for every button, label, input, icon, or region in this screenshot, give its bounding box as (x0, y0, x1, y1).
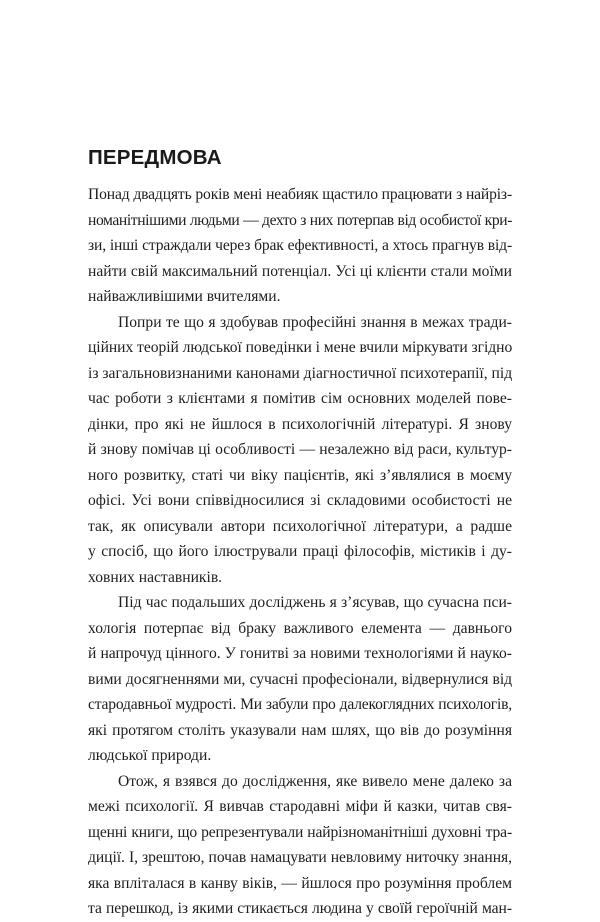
chapter-heading: ПЕРЕДМОВА (88, 146, 222, 169)
text-line: офісі. Усі вони співвідносилися зі складовими особистості не (88, 492, 512, 509)
text-line: найважливішими вчителями. (88, 288, 281, 305)
text-line: та перешкод, із якими стикається людина у своїй героїчній ман- (88, 900, 512, 917)
text-line: ційних теорій людської поведінки і мене вчили міркувати згідно (88, 339, 513, 356)
text-line: дінки, про які не йшлося в психологічній літературі. Я знову (88, 415, 512, 433)
text-line: щенні книги, що репрезентували найрізноманітніші духовні тра- (88, 823, 512, 841)
text-line: Під час подальших досліджень я з’ясував, що сучасна пси- (118, 594, 512, 611)
text-line: й напрочуд цінного. У гонитві за новими технологіями й науко- (88, 645, 512, 662)
text-line: диції. І, зрештою, почав намацувати невловиму ниточку знання, (88, 849, 512, 866)
text-line: ного розвитку, статі чи віку пацієнтів, які з’являлися в моєму (88, 466, 512, 484)
paragraph-1 (88, 182, 512, 310)
text-line: яка впліталася в канву віків, — йшлося про розуміння проблем (88, 874, 512, 892)
text-line: Отож, я взявся до дослідження, яке вивело мене далеко за (118, 772, 512, 790)
text-line: які протягом століть указували нам шлях, що вів до розуміння (88, 721, 512, 739)
paragraph-3 (88, 590, 512, 769)
text-line: ховних наставників. (88, 568, 223, 586)
text-line: зи, інші страждали через брак ефективності, а хтось прагнув від- (88, 237, 512, 254)
text-line: вими досягненнями ми, сучасні професіонали, відвернулися від (88, 670, 512, 688)
text-line: так, як описували автори психологічної літератури, а радше (88, 517, 512, 535)
text-line: стародавньої мудрості. Ми забули про далекоглядних психологів, (88, 696, 512, 713)
text-line: номанітнішими людьми — дехто з них потерпав від особистої кри- (88, 211, 512, 229)
text-line: й знову помічав ці особливості — незалежно від раси, культур- (88, 441, 512, 458)
text-line: у спосіб, що його ілюстрували праці філософів, містиків і ду- (88, 543, 512, 560)
paragraph-4 (88, 769, 512, 922)
text-line: Попри те що я здобував професійні знання в межах тради- (118, 313, 512, 331)
text-line: час роботи з клієнтами я помітив сім основних моделей пове- (88, 390, 512, 407)
text-line: найти свій максимальний потенціал. Усі ці клієнти стали моїми (88, 262, 512, 280)
paragraph-2 (88, 310, 512, 591)
text-line: межі психології. Я вивчав стародавні міфи й казки, читав свя- (88, 798, 512, 815)
text-line: із загальновизнаними канонами діагностичної психотерапії, під (88, 364, 513, 382)
text-line: Понад двадцять років мені неабияк щастило працювати з найріз- (88, 186, 512, 203)
body-text (88, 182, 512, 922)
text-line: хологія потерпає від браку важливого елемента — давнього (88, 619, 512, 637)
text-line: людської природи. (88, 747, 212, 764)
